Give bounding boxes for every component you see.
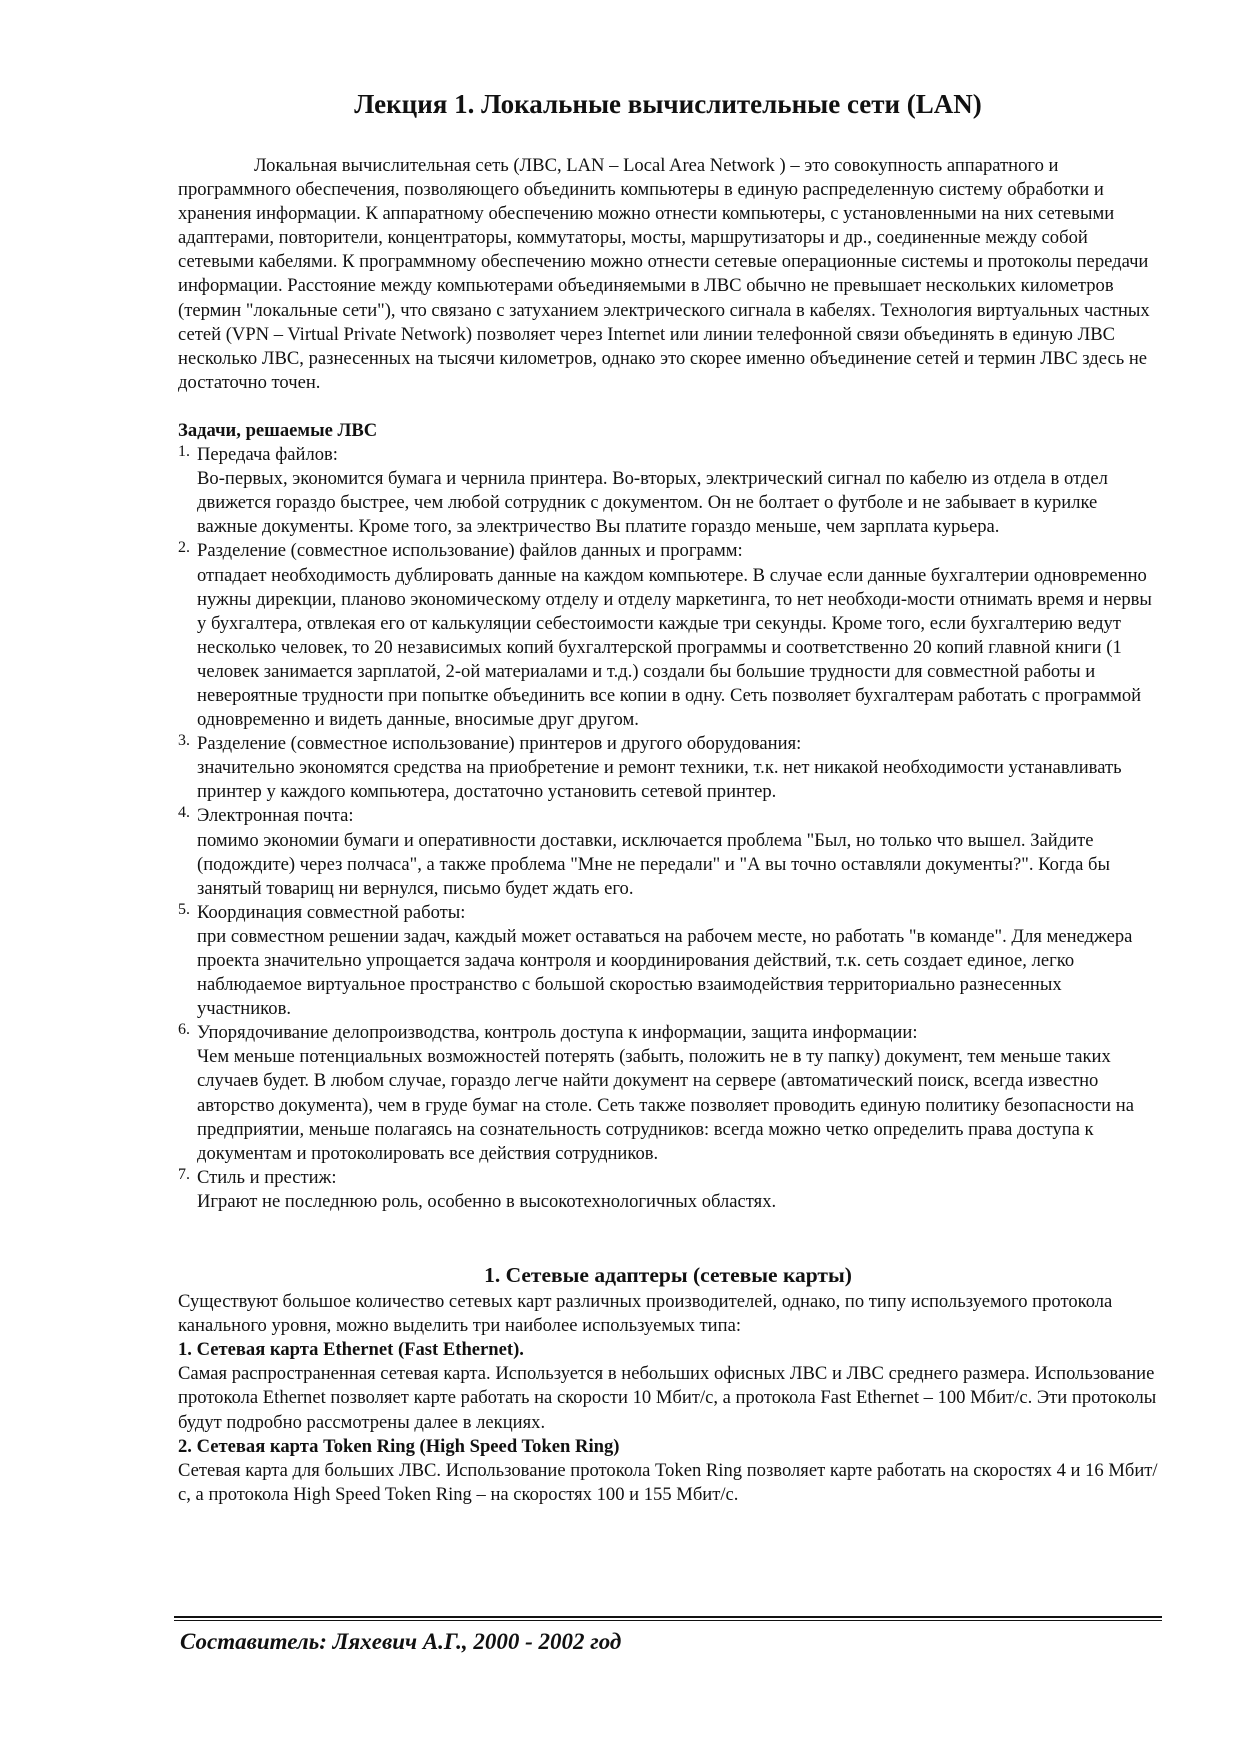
task-number: 4. (178, 804, 190, 822)
task-title: Разделение (совместное использование) принтеров и другого оборудования: (197, 733, 802, 755)
task-text: Играют не последнюю роль, особенно в высокотехнологичных областях. (197, 1190, 777, 1212)
task-item (178, 539, 1158, 732)
section-title: 1. Сетевые адаптеры (сетевые карты) (484, 1263, 852, 1288)
task-text: Чем меньше потенциальных возможностей потерять (забыть, положить не в ту папку) документ, тем меньше таких случаев будет. В любом случае, гораздо легче найти документ на сервере (автоматический поиск, всегда известно авторство документа), чем в груде бумаг на столе. Сеть также позволяет проводить единую политику безопасности на предприятии, меньше полагаясь на сознательность сотрудников: всегда можно четко определить права доступа к документам и протоколировать все действия сотрудников. (197, 1046, 1134, 1164)
card-text: Самая распространенная сетевая карта. Используется в небольших офисных ЛВС и ЛВС среднего размера. Использование протокола Ethernet позволяет карте работать на скорости 10 Мбит/с, а протокола Fast Ethernet – 100 Мбит/с. Эти протоколы будут подробно рассмотрены далее в лекциях. (178, 1363, 1157, 1433)
task-text: Во-первых, экономится бумага и чернила принтера. Во-вторых, электрический сигнал по кабелю из отдела в отдел движется гораздо быстрее, чем любой сотрудник с документом. Он не болтает о футболе и не забывает в курилке важные документы. Кроме того, за электричество Вы платите гораздо меньше, чем зарплата курьера. (197, 468, 1108, 538)
intro-paragraph: Локальная вычислительная сеть (ЛВС, LAN – Local Area Network ) – это совокупность аппаратного и программного обеспечения, позволяющего объединить компьютеры в единую распределенную систему обработки и хранения информации. К аппаратному обеспечению можно отнести компьютеры, с установленными на них сетевыми адаптерами, повторители, концентраторы, коммутаторы, мосты, маршрутизаторы и др., соединенные между собой сетевыми кабелями. К программному обеспечению можно отнести сетевые операционные системы и протоколы передачи информации. Расстояние между компьютерами объединяемыми в ЛВС обычно не превышает нескольких километров (термин "локальные сети"), что связано с затуханием электрического сигнала в кабелях. Технология виртуальных частных сетей (VPN – Virtual Private Network) позволяет через Internet или линии телефонной связи объединять в единую ЛВС несколько ЛВС, разнесенных на тысячи километров, однако это скорее именно объединение сетей и термин ЛВС здесь не достаточно точен. (178, 155, 1150, 393)
task-item (178, 901, 1158, 1021)
task-title: Передача файлов: (197, 444, 338, 466)
task-number: 2. (178, 539, 190, 557)
task-number: 1. (178, 443, 190, 461)
task-title: Стиль и престиж: (197, 1166, 337, 1188)
task-text: помимо экономии бумаги и оперативности доставки, исключается проблема "Был, но только что вышел. Зайдите (подождите) через полчаса", а также проблема "Мне не передали" и "А вы точно оставляли документы?". Когда бы занятый товарищ ни вернулся, письмо будет ждать его. (197, 829, 1110, 899)
task-number: 5. (178, 900, 190, 918)
document-page (178, 86, 1158, 1507)
lecture-title: Лекция 1. Локальные вычислительные сети (LAN) (354, 89, 982, 119)
task-number: 7. (178, 1165, 190, 1183)
tasks-list (178, 443, 1158, 1214)
task-item (178, 443, 1158, 539)
task-number: 6. (178, 1021, 190, 1039)
task-item (178, 732, 1158, 804)
task-title: Упорядочивание делопроизводства, контроль доступа к информации, защита информации: (197, 1022, 918, 1044)
footer-divider (174, 1616, 1162, 1621)
task-item (178, 804, 1158, 900)
task-item (178, 1021, 1158, 1166)
card-text: Сетевая карта для больших ЛВС. Использование протокола Token Ring позволяет карте работать на скоростях 4 и 16 Мбит/с, а протокола High Speed Token Ring – на скоростях 100 и 155 Мбит/с. (178, 1459, 1158, 1505)
task-text: значительно экономятся средства на приобретение и ремонт техники, т.к. нет никакой необходимости устанавливать принтер у каждого компьютера, достаточно установить сетевой принтер. (197, 757, 1122, 803)
card-heading: 1. Сетевая карта Ethernet (Fast Ethernet). (178, 1339, 524, 1361)
section-intro: Существуют большое количество сетевых карт различных производителей, однако, по типу используемого протокола канального уровня, можно выделить три наиболее используемых типа: (178, 1291, 1113, 1337)
task-title: Координация совместной работы: (197, 901, 466, 923)
task-text: отпадает необходимость дублировать данные на каждом компьютере. В случае если данные бухгалтерии одновременно нужны дирекции, планово экономическому отделу и отделу маркетинга, то нет необходи-мости отнимать время и нервы у бухгалтера, отвлекая его от калькуляции себестоимости каждые три секунды. Кроме того, если бухгалтерию ведут несколько человек, то 20 независимых копий бухгалтерской программы и соответственно 20 копий главной книги (1 человек занимается зарплатой, 2-ой материалами и т.д.) создали бы большие трудности для совместной работы и невероятные трудности при попытке объединить все копии в одну. Сеть позволяет бухгалтерам работать с программой одновременно и видеть данные, вносимые друг другом. (197, 564, 1152, 731)
footer-author: Составитель: Ляхевич А.Г., 2000 - 2002 год (180, 1629, 622, 1654)
task-text: при совместном решении задач, каждый может оставаться на рабочем месте, но работать "в команде". Для менеджера проекта значительно упрощается задача контроля и координирования действий, т.к. сеть создает единое, легко наблюдаемое виртуальное пространство с большой скоростью взаимодействия территориально разнесенных участников. (197, 925, 1133, 1020)
card-heading: 2. Сетевая карта Token Ring (High Speed Token Ring) (178, 1435, 620, 1457)
tasks-heading: Задачи, решаемые ЛВС (178, 419, 378, 441)
task-number: 3. (178, 732, 190, 750)
task-item (178, 1166, 1158, 1214)
task-title: Электронная почта: (197, 805, 354, 827)
task-title: Разделение (совместное использование) файлов данных и программ: (197, 540, 743, 562)
